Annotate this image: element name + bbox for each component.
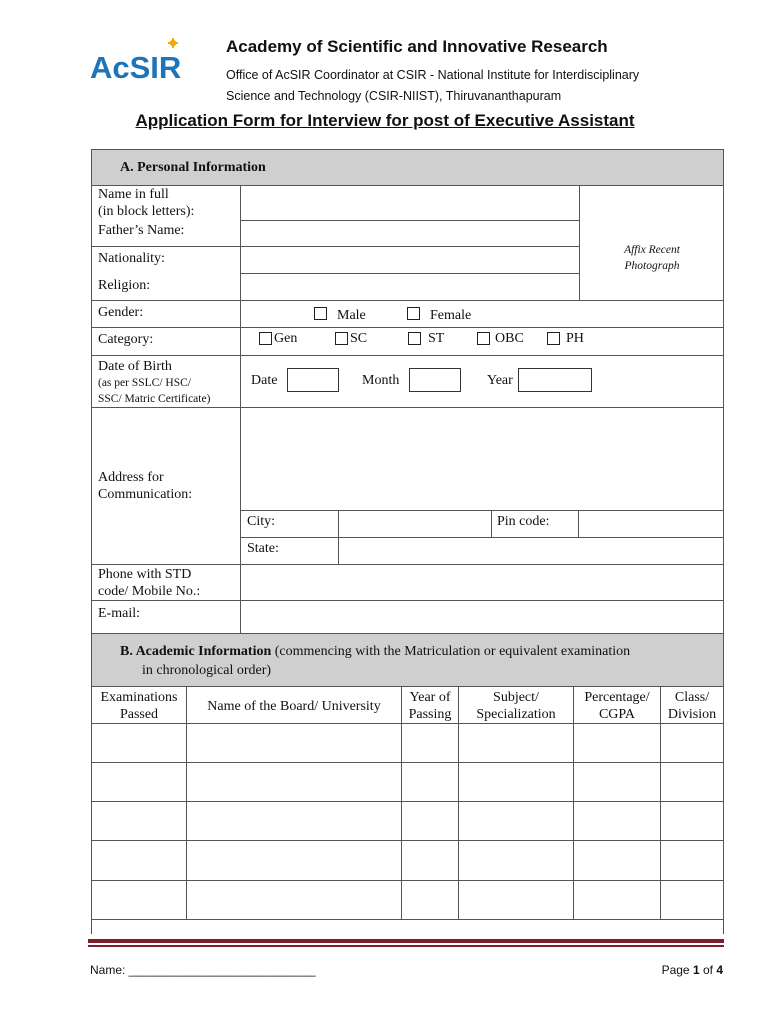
gender-male-label: Male: [337, 308, 366, 323]
dob-note: (as per SSLC/ HSC/ SSC/ Matric Certificate): [98, 377, 211, 405]
photo-placeholder: Affix Recent Photograph: [624, 244, 680, 272]
col-board-university: Name of the Board/ University: [207, 699, 381, 714]
acsir-logo: [90, 38, 210, 82]
category-ph-label: PH: [566, 331, 584, 346]
category-obc-checkbox[interactable]: [477, 332, 490, 345]
dob-year-label: Year: [487, 373, 513, 388]
category-st-label: ST: [428, 331, 445, 346]
gender-female-label: Female: [430, 308, 472, 323]
section-b-heading-line2: in chronological order): [142, 663, 272, 678]
footer-rule: [88, 939, 724, 943]
section-b-heading: B. Academic Information (commencing with the Matriculation or equivalent examination: [120, 644, 631, 659]
pincode-label: Pin code:: [497, 514, 550, 529]
dob-date-input[interactable]: [287, 368, 339, 392]
dob-label: Date of Birth: [98, 359, 172, 374]
dob-month-label: Month: [362, 373, 400, 388]
form-title: Application Form for Interview for post of Executive Assistant: [135, 111, 635, 130]
section-a-heading: A. Personal Information: [120, 160, 266, 175]
name-label: Name in full (in block letters):: [98, 187, 195, 219]
category-gen-checkbox[interactable]: [259, 332, 272, 345]
category-ph-checkbox[interactable]: [547, 332, 560, 345]
dob-month-input[interactable]: [409, 368, 461, 392]
dob-year-input[interactable]: [518, 368, 592, 392]
category-st-checkbox[interactable]: [408, 332, 421, 345]
gender-male-checkbox[interactable]: [314, 307, 327, 320]
page-number: Page 1 of 4: [661, 963, 723, 977]
col-percentage: Percentage/ CGPA: [584, 690, 650, 722]
dob-date-label: Date: [251, 373, 278, 388]
state-label: State:: [247, 541, 279, 556]
category-sc-checkbox[interactable]: [335, 332, 348, 345]
office-address: Office of AcSIR Coordinator at CSIR - National Institute for Interdisciplinary Science and Technology (CSIR-NIIST), Thiruvananthapuram: [226, 68, 640, 103]
category-gen-label: Gen: [274, 331, 298, 346]
institution-name: Academy of Scientific and Innovative Research: [226, 37, 608, 56]
category-label: Category:: [98, 332, 154, 347]
svg-text:AcSIR: AcSIR: [90, 50, 182, 82]
city-label: City:: [247, 514, 276, 529]
footer-name: Name: ____________________________: [90, 963, 316, 977]
col-year-of-passing: Year of Passing: [408, 690, 452, 722]
category-obc-label: OBC: [495, 331, 524, 346]
religion-label: Religion:: [98, 278, 151, 293]
col-examinations: Examinations Passed: [100, 690, 178, 722]
nationality-label: Nationality:: [98, 251, 165, 266]
phone-label: Phone with STD code/ Mobile No.:: [98, 567, 201, 599]
col-subject: Subject/ Specialization: [476, 690, 556, 722]
father-name-label: Father’s Name:: [98, 223, 185, 238]
col-class: Class/ Division: [667, 690, 717, 722]
footer-rule-thin: [88, 945, 724, 947]
address-label: Address for Communication:: [98, 470, 193, 502]
gender-label: Gender:: [98, 305, 144, 320]
category-sc-label: SC: [350, 331, 368, 346]
gender-female-checkbox[interactable]: [407, 307, 420, 320]
email-label: E-mail:: [98, 606, 140, 621]
